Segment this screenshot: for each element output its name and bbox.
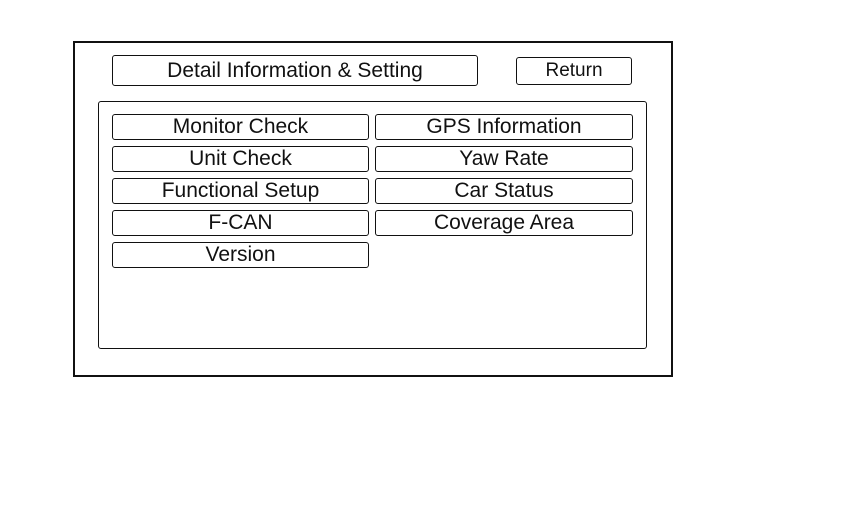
monitor-check-button[interactable] [112, 114, 369, 140]
menu-button-label: Functional Setup [161, 179, 320, 202]
f-can-button[interactable] [112, 210, 369, 236]
unit-check-button[interactable] [112, 146, 369, 172]
menu-button-label: F-CAN [208, 211, 273, 234]
menu-button-label: Monitor Check [172, 115, 309, 138]
menu-button-label: GPS Information [426, 115, 582, 138]
functional-setup-button[interactable] [112, 178, 369, 204]
page-title-label: Detail Information & Setting [167, 58, 423, 82]
version-button[interactable] [112, 242, 369, 268]
gps-information-button[interactable] [375, 114, 633, 140]
coverage-area-button[interactable] [375, 210, 633, 236]
menu-button-label: Unit Check [189, 147, 292, 170]
page-title [112, 55, 478, 86]
return-button[interactable] [516, 57, 632, 85]
menu-button-label: Yaw Rate [459, 147, 549, 170]
menu-button-label: Version [205, 243, 276, 266]
menu-button-label: Car Status [454, 179, 554, 202]
menu-button-label: Coverage Area [433, 211, 575, 234]
return-button-label: Return [545, 60, 603, 81]
car-status-button[interactable] [375, 178, 633, 204]
yaw-rate-button[interactable] [375, 146, 633, 172]
